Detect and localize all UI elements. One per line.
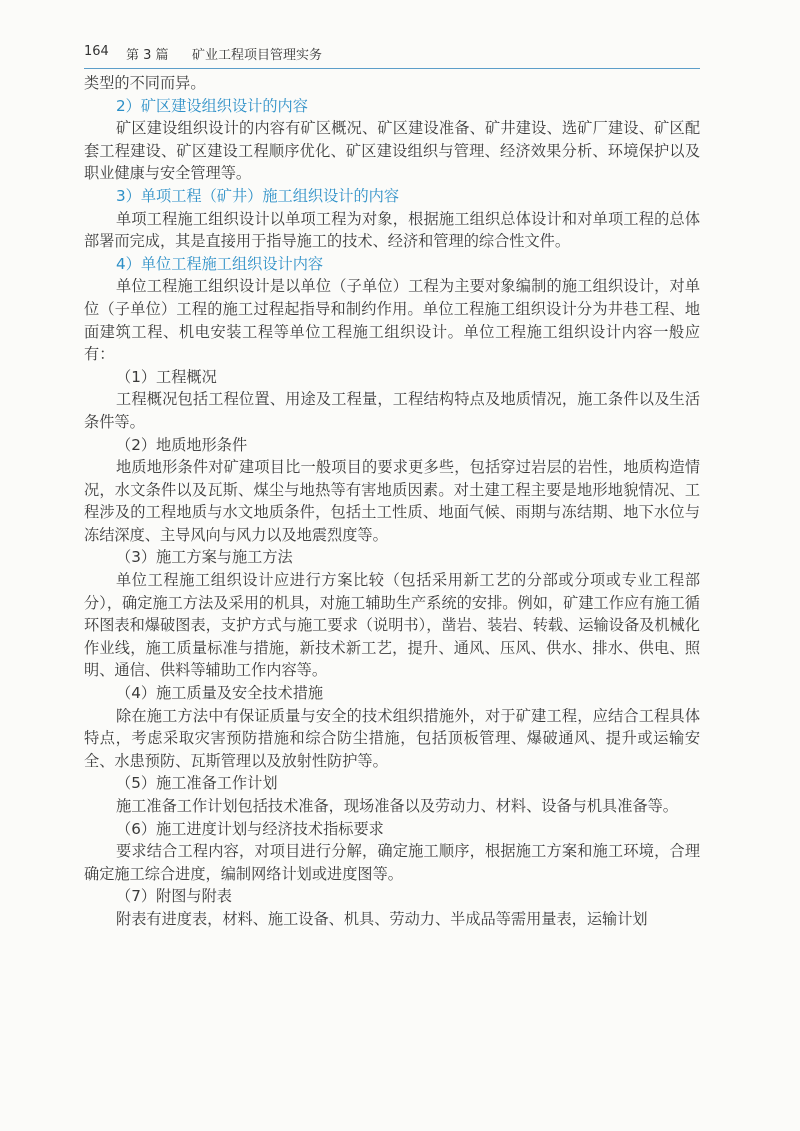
page-number: 164	[84, 44, 109, 59]
part-label: 第 3 篇	[126, 48, 169, 63]
item-title-3: （3）施工方案与施工方法	[116, 548, 293, 567]
page-body	[84, 72, 700, 931]
item-text-1: 工程概况包括工程位置、用途及工程量，工程结构特点及地质情况，施工条件以及生活条件等。	[84, 390, 700, 431]
section-heading-4: 4）单位工程施工组织设计内容	[116, 254, 324, 273]
section-heading-3: 3）单项工程（矿井）施工组织设计的内容	[116, 186, 400, 205]
item-text-7: 附表有进度表，材料、施工设备、机具、劳动力、半成品等需用量表，运输计划	[116, 909, 648, 928]
intro-text: 类型的不同而异。	[84, 74, 206, 92]
item-title-1: （1）工程概况	[116, 367, 217, 386]
section-text-3: 单项工程施工组织设计以单项工程为对象，根据施工组织总体设计和对单项工程的总体部署而完成，其是直接用于指导施工的技术、经济和管理的综合性文件。	[84, 209, 700, 251]
item-title-5: （5）施工准备工作计划	[116, 774, 278, 793]
item-title-4: （4）施工质量及安全技术措施	[116, 684, 324, 703]
item-text-5: 施工准备工作计划包括技术准备，现场准备以及劳动力、材料、设备与机具准备等。	[116, 797, 678, 815]
item-title-2: （2）地质地形条件	[116, 435, 248, 454]
section-text-2: 矿区建设组织设计的内容有矿区概况、矿区建设准备、矿井建设、选矿厂建设、矿区配套工程建设、矿区建设工程顺序优化、矿区建设组织与管理、经济效果分析、环境保护以及职业健康与安全管理等。	[84, 119, 700, 183]
item-title-7: （7）附图与附表	[116, 887, 232, 906]
item-text-3: 单位工程施工组织设计应进行方案比较（包括采用新工艺的分部或分项或专业工程部分），确定施工方法及采用的机具，对施工辅助生产系统的安排。例如，矿建工作应有施工循环图表和爆破图表，支护方式与施工要求（说明书），凿岩、装岩、转载、运输设备及机械化作业线，施工质量标准与措施，新技术新工艺，提升、通风、压风、供水、排水、供电、照明、通信、供料等辅助工作内容等。	[84, 571, 700, 680]
item-text-6: 要求结合工程内容，对项目进行分解，确定施工顺序，根据施工方案和施工环境，合理确定施工综合进度，编制网络计划或进度图等。	[84, 842, 700, 883]
item-title-6: （6）施工进度计划与经济技术指标要求	[116, 819, 384, 838]
item-text-4: 除在施工方法中有保证质量与安全的技术组织措施外，对于矿建工程，应结合工程具体特点，考虑采取灾害预防措施和综合防尘措施，包括顶板管理、爆破通风、提升或运输安全、水患预防、瓦斯管理以及放射性防护等。	[84, 706, 700, 770]
book-section-title: 矿业工程项目管理实务	[192, 48, 323, 63]
page-header	[84, 42, 700, 69]
item-text-2: 地质地形条件对矿建项目比一般项目的要求更多些，包括穿过岩层的岩性，地质构造情况，水文条件以及瓦斯、煤尘与地热等有害地质因素。对土建工程主要是地形地貌情况、工程涉及的工程地质与水文地质条件，包括土工性质、地面气候、雨期与冻结期、地下水位与冻结深度、主导风向与风力以及地震烈度等。	[84, 458, 700, 544]
section-text-4: 单位工程施工组织设计是以单位（子单位）工程为主要对象编制的施工组织设计，对单位（子单位）工程的施工过程起指导和制约作用。单位工程施工组织设计分为井巷工程、地面建筑工程、机电安装工程等单位工程施工组织设计。单位工程施工组织设计内容一般应有：	[84, 277, 700, 364]
section-heading-2: 2）矿区建设组织设计的内容	[116, 96, 308, 115]
